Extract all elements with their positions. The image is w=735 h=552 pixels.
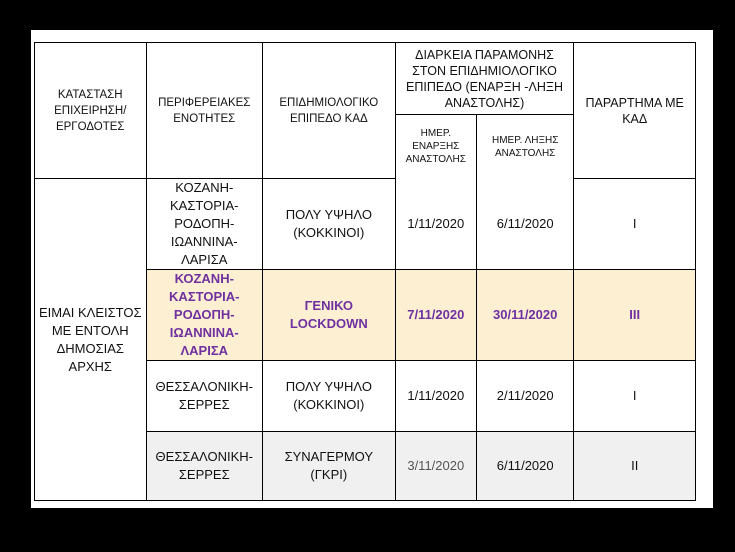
row-1-annex: I [574,179,696,270]
row-3-start: 1/11/2020 [395,361,476,432]
suspension-table [34,42,696,501]
row-3-end: 2/11/2020 [476,361,573,432]
header-regions: ΠΕΡΙΦΕΡΕΙΑΚΕΣ ΕΝΟΤΗΤΕΣ [146,43,263,179]
row-3-regions: ΘΕΣΣΑΛΟΝΙΚΗ-ΣΕΡΡΕΣ [146,361,263,432]
row-2-end: 30/11/2020 [476,270,573,361]
row-2-level: ΓΕΝΙΚΟ LOCKDOWN [263,270,396,361]
row-1-regions: ΚΟΖΑΝΗ-ΚΑΣΤΟΡΙΑ-ΡΟΔΟΠΗ-ΙΩΑΝΝΙΝΑ-ΛΑΡΙΣΑ [146,179,263,270]
document-page [31,30,713,508]
row-4-annex: II [574,432,696,501]
row-2-regions: ΚΟΖΑΝΗ-ΚΑΣΤΟΡΙΑ-ΡΟΔΟΠΗ-ΙΩΑΝΝΙΝΑ-ΛΑΡΙΣΑ [146,270,263,361]
row-3-level: ΠΟΛΥ ΥΨΗΛΟ (ΚΟΚΚΙΝΟΙ) [263,361,396,432]
row-4-start: 3/11/2020 [395,432,476,501]
row-2-start: 7/11/2020 [395,270,476,361]
row-3-annex: I [574,361,696,432]
header-level: ΕΠΙΔΗΜΙΟΛΟΓΙΚΟ ΕΠΙΠΕΔΟ ΚΑΔ [263,43,396,179]
header-duration: ΔΙΑΡΚΕΙΑ ΠΑΡΑΜΟΝΗΣ ΣΤΟΝ ΕΠΙΔΗΜΙΟΛΟΓΙΚΟ ΕΠΙΠΕΔΟ (ΕΝΑΡΞΗ -ΛΗΞΗ ΑΝΑΣΤΟΛΗΣ) [395,43,574,115]
row-1-level: ΠΟΛΥ ΥΨΗΛΟ (ΚΟΚΚΙΝΟΙ) [263,179,396,270]
row-1-end: 6/11/2020 [476,179,573,270]
row-1-start: 1/11/2020 [395,179,476,270]
row-4-regions: ΘΕΣΣΑΛΟΝΙΚΗ-ΣΕΡΡΕΣ [146,432,263,501]
header-start-date: ΗΜΕΡ. ΕΝΑΡΞΗΣ ΑΝΑΣΤΟΛΗΣ [395,115,476,179]
header-status: ΚΑΤΑΣΤΑΣΗ ΕΠΙΧΕΙΡΗΣΗ/ ΕΡΓΟΔΟΤΕΣ [35,43,147,179]
status-value: ΕΙΜΑΙ ΚΛΕΙΣΤΟΣ ΜΕ ΕΝΤΟΛΗ ΔΗΜΟΣΙΑΣ ΑΡΧΗΣ [35,179,147,501]
header-annex: ΠΑΡΑΡΤΗΜΑ ΜΕ ΚΑΔ [574,43,696,179]
row-4-end: 6/11/2020 [476,432,573,501]
row-4-level: ΣΥΝΑΓΕΡΜΟΥ (ΓΚΡΙ) [263,432,396,501]
row-2-annex: III [574,270,696,361]
header-end-date: ΗΜΕΡ. ΛΗΞΗΣ ΑΝΑΣΤΟΛΗΣ [476,115,573,179]
